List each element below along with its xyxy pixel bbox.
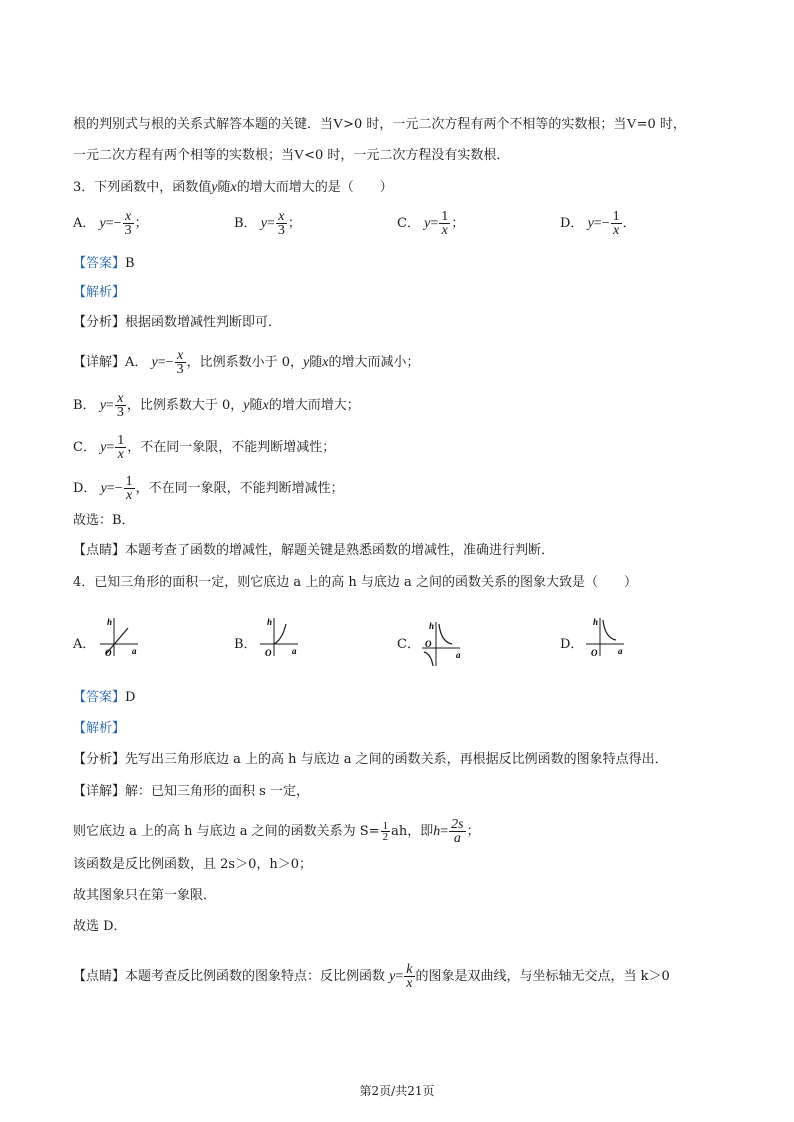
equals: =: [105, 216, 114, 231]
equals: =: [105, 398, 114, 413]
minus: −: [113, 216, 122, 231]
text: >0 时，一元二次方程有两个不相等的实数根；当: [343, 117, 627, 132]
graph-d: [584, 614, 632, 660]
graph-option-label: D．: [560, 637, 584, 652]
var-x: x: [230, 180, 237, 195]
text: 故选 D．: [73, 919, 127, 934]
text: 的增大而增大的是（ ）: [236, 180, 393, 195]
denominator: x: [441, 223, 448, 238]
equals: =: [106, 440, 115, 455]
axis-label-h: h: [267, 617, 273, 627]
equals: =: [395, 969, 404, 984]
answer-line: [73, 689, 135, 707]
graph-a: [98, 614, 146, 660]
delta-symbol: V: [626, 117, 637, 132]
option-b: [234, 210, 301, 237]
punct: ；: [134, 216, 148, 231]
detail-d-line: [73, 475, 344, 502]
numerator: 1: [125, 474, 133, 489]
text: 3．下列函数中，函数值: [73, 180, 212, 195]
var-y: y: [424, 216, 431, 231]
paragraph-line: [73, 116, 686, 134]
text: ，比例系数小于 0，: [186, 355, 303, 370]
graph-c: [420, 618, 468, 668]
page-footer: 第2页/共21页: [359, 1084, 435, 1098]
text: ，不在同一象限，不能判断增减性；: [127, 440, 336, 455]
origin-label: O: [265, 648, 272, 658]
text: <0 时，一元二次方程没有实数根．: [304, 148, 510, 163]
option-label: D．: [73, 481, 97, 496]
delta-symbol: V: [333, 117, 344, 132]
var-y: y: [389, 969, 396, 984]
option-label: B．: [234, 216, 257, 231]
text: 的增大而增大；: [268, 398, 360, 413]
comment-text: 本题考查了函数的增减性，解题关键是熟悉函数的增减性，准确进行判断．: [125, 543, 555, 558]
fenxi-line: [73, 314, 281, 332]
punct: ；: [451, 216, 465, 231]
fenxi-text: 先写出三角形底边 a 上的高 h 与底边 a 之间的函数关系，再根据反比例函数的图象特点得出．: [125, 752, 668, 767]
fraction: [439, 210, 450, 237]
comment-line: [73, 963, 670, 990]
detail-line: [73, 856, 312, 874]
answer-value: D: [125, 690, 136, 705]
var-x: x: [322, 355, 329, 370]
equals: =: [266, 216, 275, 231]
origin-label: O: [591, 648, 598, 658]
var-y: y: [99, 398, 106, 413]
choose-line: [73, 918, 127, 936]
option-a: [73, 210, 148, 237]
detail-line: [73, 783, 309, 801]
analysis-line: [73, 720, 125, 738]
text: =0 时，: [636, 117, 686, 132]
numerator: 1: [117, 433, 125, 448]
var-y: y: [211, 180, 218, 195]
text: 的增大而减小；: [328, 355, 420, 370]
denominator: 2: [382, 831, 389, 843]
text: 故其图象只在第一象限．: [73, 888, 217, 903]
var-y: y: [100, 440, 107, 455]
text: 随: [309, 355, 323, 370]
fraction: [449, 818, 465, 845]
fraction: [175, 349, 186, 376]
answer-tag: 【答案】: [73, 690, 126, 705]
numerator: 1: [612, 209, 620, 224]
curve-branch-1: [439, 624, 452, 644]
fraction: [123, 210, 134, 237]
numerator: x: [276, 210, 287, 224]
numerator: k: [406, 962, 413, 977]
text: 本题考查反比例函数的图象特点：反比例函数: [125, 969, 386, 984]
origin-label: O: [425, 639, 432, 649]
comment-tag: 【点睛】: [73, 543, 126, 558]
option-label: C．: [73, 440, 96, 455]
graph-option-label: C．: [397, 637, 420, 652]
question-4-stem: [73, 574, 637, 592]
text: ah，即: [391, 824, 434, 839]
question-3-stem: [73, 179, 393, 197]
axis-label-a: a: [618, 646, 623, 656]
option-label: D．: [560, 216, 584, 231]
var-y: y: [587, 216, 594, 231]
graph-b: [258, 614, 306, 660]
choose-line: [73, 512, 135, 530]
curve: [274, 624, 286, 644]
axis-label-a: a: [292, 646, 297, 656]
var-y: y: [151, 355, 158, 370]
fraction: [115, 434, 126, 461]
detail-a-line: [73, 349, 419, 376]
minus: −: [601, 216, 610, 231]
denominator: 3: [277, 223, 285, 238]
answer-value: B: [125, 256, 135, 271]
curve-branch-2: [424, 652, 433, 666]
numerator: 1: [382, 820, 389, 832]
equals: =: [593, 216, 602, 231]
minus: −: [114, 481, 123, 496]
var-y: y: [99, 216, 106, 231]
var-x: x: [262, 398, 269, 413]
denominator: 3: [124, 223, 132, 238]
text: ；: [466, 824, 480, 839]
text: 的图象是双曲线，与坐标轴无交点，当 k＞0: [415, 969, 670, 984]
detail-tag: 【详解】: [73, 784, 126, 799]
fraction: [611, 210, 622, 237]
fraction-half: [381, 821, 391, 842]
denominator: x: [613, 223, 620, 238]
fraction: [276, 210, 287, 237]
curve: [603, 620, 616, 640]
denominator: a: [453, 831, 461, 846]
minus: −: [165, 355, 174, 370]
punct: ；: [287, 216, 301, 231]
answer-tag: 【答案】: [73, 256, 126, 271]
var-y: y: [302, 355, 310, 370]
option-label: A．: [73, 216, 96, 231]
text: 随: [217, 180, 231, 195]
equals: =: [440, 824, 449, 839]
punct: ．: [622, 216, 636, 231]
text: 4．已知三角形的面积一定，则它底边 a 上的高 h 与底边 a 之间的函数关系的图象大致是（ ）: [73, 575, 637, 590]
axis-label-h: h: [107, 617, 113, 627]
detail-formula-line: [73, 818, 480, 845]
delta-symbol: V: [294, 148, 305, 163]
graph-option-label: A．: [73, 637, 96, 652]
analysis-line: [73, 284, 125, 302]
numerator: 1: [441, 209, 449, 224]
denominator: x: [117, 447, 124, 462]
text: 一元二次方程有两个相等的实数根；当: [73, 148, 295, 163]
analysis-tag: 【解析】: [73, 721, 126, 736]
var-y: y: [260, 216, 267, 231]
numerator: 2s: [451, 817, 464, 832]
denominator: x: [126, 488, 133, 503]
fraction: [115, 392, 126, 419]
denominator: 3: [176, 362, 184, 377]
detail-tag: 【详解】: [73, 355, 126, 370]
paragraph-line: [73, 147, 509, 165]
fenxi-tag: 【分析】: [73, 752, 126, 767]
var-h: h: [433, 824, 441, 839]
axis-label-a: a: [456, 650, 461, 660]
detail-c-line: [73, 434, 335, 461]
option-c: [397, 210, 464, 237]
option-label: A．: [125, 355, 148, 370]
option-label: C．: [397, 216, 420, 231]
answer-line: [73, 255, 135, 273]
text: ，不在同一象限，不能判断增减性；: [135, 481, 344, 496]
denominator: 3: [116, 405, 124, 420]
numerator: x: [175, 349, 186, 363]
text: 解：已知三角形的面积 s 一定，: [125, 784, 309, 799]
option-d: [560, 210, 636, 237]
numerator: x: [123, 210, 134, 224]
origin-label: O: [105, 648, 112, 658]
fraction: [404, 963, 414, 990]
comment-tag: 【点睛】: [73, 969, 126, 984]
equals: =: [157, 355, 166, 370]
var-y: y: [243, 398, 250, 413]
var-y: y: [100, 481, 107, 496]
fenxi-line: [73, 751, 668, 769]
analysis-tag: 【解析】: [73, 285, 126, 300]
denominator: x: [406, 976, 413, 991]
text: 故选：B．: [73, 513, 135, 528]
text: 根的判别式与根的关系式解答本题的关键．当: [73, 117, 334, 132]
equals: =: [430, 216, 439, 231]
axis-label-h: h: [429, 621, 435, 631]
equals: =: [106, 481, 115, 496]
fenxi-tag: 【分析】: [73, 315, 126, 330]
axis-label-a: a: [132, 646, 137, 656]
axis-label-h: h: [593, 617, 599, 627]
detail-b-line: [73, 392, 360, 419]
comment-line: [73, 542, 554, 560]
text: 则它底边 a 上的高 h 与底边 a 之间的函数关系为 S=: [73, 824, 380, 839]
graph-option-label: B．: [234, 637, 257, 652]
fenxi-text: 根据函数增减性判断即可．: [125, 315, 282, 330]
detail-line: [73, 887, 216, 905]
text: 该函数是反比例函数，且 2s＞0，h＞0；: [73, 857, 312, 872]
numerator: x: [115, 392, 126, 406]
text: ，比例系数大于 0，: [126, 398, 244, 413]
option-label: B．: [73, 398, 96, 413]
fraction: [124, 475, 135, 502]
text: 随: [249, 398, 263, 413]
